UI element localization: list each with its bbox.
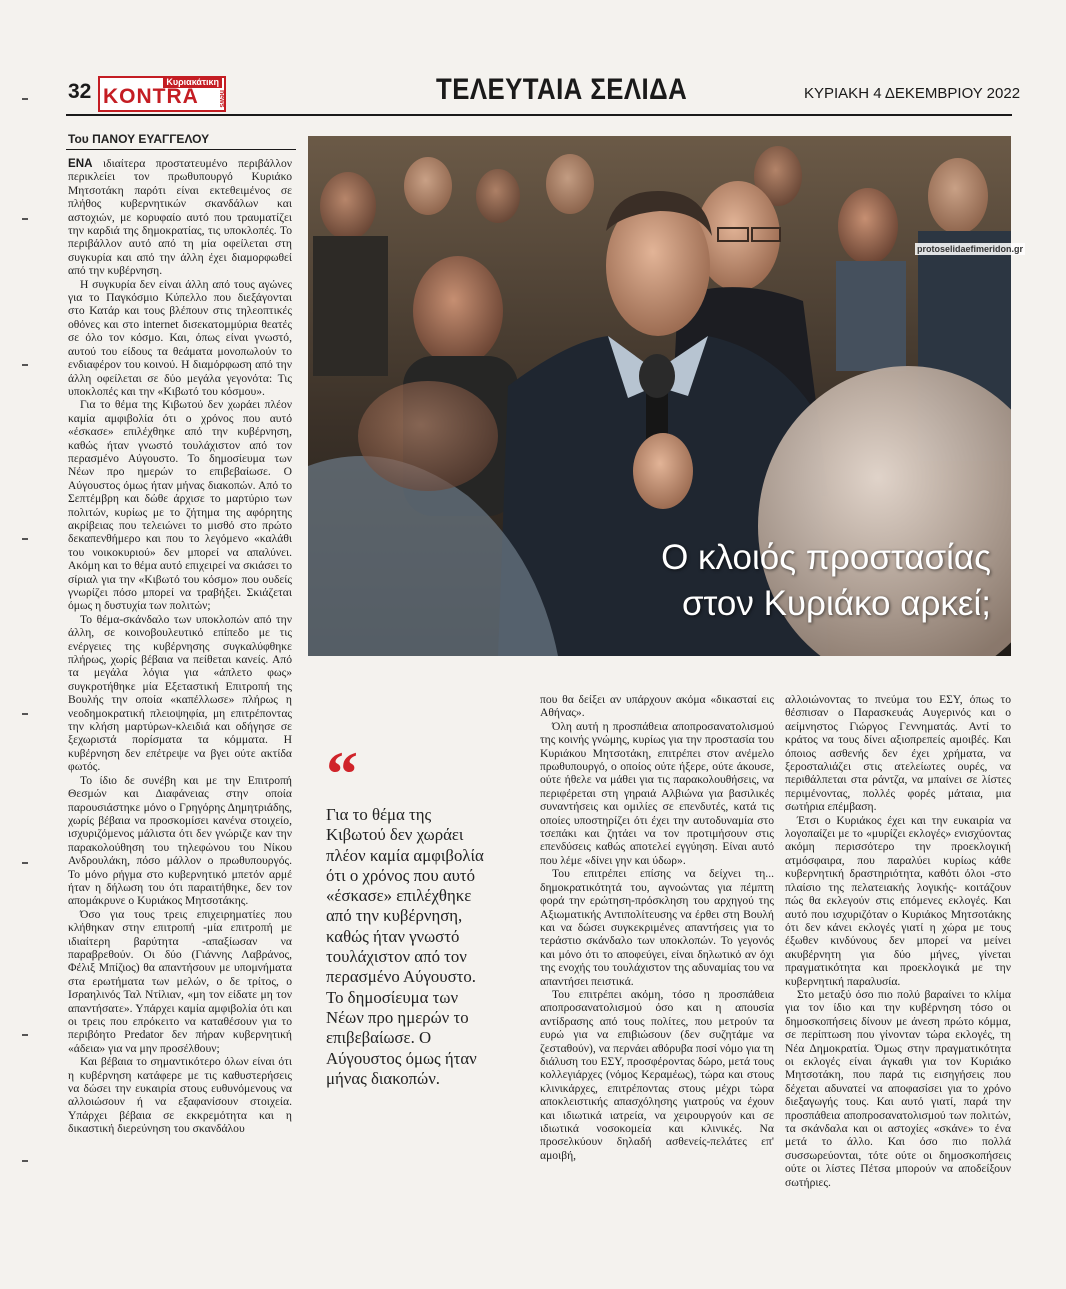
paragraph: αλλοιώνοντας το πνεύμα του ΕΣΥ, όπως το θέσπισαν ο Παρασκευάς Αυγερινός και ο αείμνηστος Γιώργος Γεννηματάς. Αντί το κράτος να τους δίνει αξιοπρεπείς αμοιβές. Και όποιος ασθενής δεν έχει χρήματα, να ξεροσταλιάζει στις ατελείωτες ουρές, να περιθάλπεται στα ράντζα, να μπαίνει σε λίστες περιμένοντας, πολλές φορές μάταια, μια σωτήρια επέμβαση. (785, 693, 1011, 814)
article-column-3 (785, 693, 1011, 1221)
scan-mark (22, 364, 28, 366)
logo-sub-label: news (218, 90, 225, 108)
paragraph-text: ιδιαίτερα προστατευμένο περιβάλλον περικλείει τον πρωθυπουργό Κυριάκο Μητσοτάκη παρότι είναι εκτεθειμένος σε πλήθος κυβερνητικών σκανδάλων και αστοχιών, με κορυφαίο αυτό που τραυματίζει την καρδιά της δημοκρατίας, τις υποκλοπές. Το περιβάλλον αυτό από τη μία οφείλεται στη συγκυρία και από την άλλη έχει διαμορφωθεί από την κυβέρνηση. (68, 157, 292, 278)
logo-super-label: Κυριακάτικη (163, 77, 222, 88)
scan-mark (22, 538, 28, 540)
byline: Του ΠΑΝΟΥ ΕΥΑΓΓΕΛΟΥ (68, 132, 210, 146)
scan-mark (22, 1160, 28, 1162)
byline-divider (66, 149, 296, 150)
issue-date: ΚΥΡΙΑΚΗ 4 ΔΕΚΕΜΒΡΙΟΥ 2022 (804, 85, 1021, 102)
paragraph: Του επιτρέπει ακόμη, τόσο η προσπάθεια αποπροσανατολισμού όσο και η απουσία αντίδρασης από τους πολίτες, που μετρούν τα ευρώ για να επιβιώσουν (δεν συζητάμε να ζεσταθούν), να περνάει αθόρυβα ποσί νόμο για τη διάλυση του ΕΣΥ, προσφέροντας δώρο, μετά τους κολλεγιάρχες (νόμος Κεραμέως), τώρα και στους κλινικάρχες, επιτρέποντας στους μέχρι τώρα αποκλειστικής απασχόλησης γιατρούς να έχουν και ιδιωτικά ιατρεία, να χειρουργούν και σε ιδιωτικά νοσοκομεία και κλινικές. Να προσελκύουν δηλαδή ασθενείς-πελάτες επ' αμοιβή, (540, 987, 774, 1162)
headline-line-1: Ο κλοιός προστασίας (661, 538, 991, 577)
article-column-2 (540, 693, 774, 1221)
paragraph: Του επιτρέπει επίσης να δείχνει τη... δημοκρατικότητά του, αγνοώντας για πέμπτη φορά την ερώτηση-πρόσκληση του αρχηγού της Αξιωματικής Αντιπολίτευσης να έρθει στη Βουλή και να δώσει συγκεκριμένες απαντήσεις για το τεράστιο σκάνδαλο των υποκλοπών. Το γεγονός και μόνο ότι το αποφεύγει, είναι δηλωτικό αν όχι της ενοχής του τουλάχιστον της αδυναμίας του να απαντήσει πειστικά. (540, 867, 774, 988)
source-watermark: protoselidaefimeridon.gr (917, 244, 1024, 254)
logo-wordmark: KONTRA (103, 85, 199, 108)
scan-mark (22, 713, 28, 715)
page-number: 32 (68, 80, 92, 103)
scan-mark (22, 1034, 28, 1036)
pull-quote: Για το θέμα της Κιβωτού δεν χωράει πλέον καμία αμφιβολία ότι ο χρόνος που αυτό «έσκασε» επιλέχθηκε από την κυβέρνηση, καθώς ήταν γνωστό τουλάχιστον από τον περασμένο Αύγουστο. Το δημοσίευμα των Νέων προ ημερών το επιβεβαίωσε. Ο Αύγουστος όμως ήταν μήνας διακοπών. (326, 805, 484, 1088)
paragraph: Όλη αυτή η προσπάθεια αποπροσανατολισμού της κοινής γνώμης, κυρίως για την προστασία του Κυριάκου Μητσοτάκη, επιτρέπει στον ανέμελο πρωθυπουργό, ο οποίος ούτε ήξερε, ούτε άκουσε, ούτε ήθελε να μάθει για τις παρακολουθήσεις, να περιφέρεται στη γηραιά Αλβιώνα για βασιλικές συναντήσεις και ομιλίες σε επενδυτές, κατά τις οποίες υποστηρίζει ότι έχει την αυτοδυναμία στο τσεπάκι και ζητάει να τον προτιμήσουν στις επενδύσεις καθώς αποτελεί εγγύηση. Είναι αυτό που λέμε «δίνει γην και ύδωρ». (540, 719, 774, 867)
paragraph: Και βέβαια το σημαντικότερο όλων είναι ότι η κυβέρνηση κατάφερε με τις καθυστερήσεις να δώσει την ευκαιρία στους ευθυνόμενους να αλλοιώσουν ή να εξαφανίσουν στοιχεία. Υπάρχει βέβαια σε εκκρεμότητα και η δικαστική διερεύνηση του σκανδάλου (68, 1055, 292, 1136)
paragraph: Η συγκυρία δεν είναι άλλη από τους αγώνες για το Παγκόσμιο Κύπελλο που διεξάγονται στο Κατάρ και τους βλέπουν στις τηλεοπτικές οθόνες και στο internet δισεκατομμύρια θεατές σε όλο τον κόσμο. Και, όπως είναι γνωστό, αυτού του είδους τα θεάματα μονοπωλούν το ενδιαφέρον του κοινού. Η διαμόρφωση από την άλλη οφείλεται σε δύο μεγάλα γεγονότα: Τις υποκλοπές και την «Κιβωτό του κόσμου». (68, 277, 292, 398)
paragraph (68, 157, 292, 278)
quote-mark-icon: “ (326, 738, 358, 809)
paragraph: Έτσι ο Κυριάκος έχει και την ευκαιρία να λογοπαίζει με το «μυρίζει εκλογές» ενισχύοντας ακόμη περισσότερο την προεκλογική ατμόσφαιρα, που παραλύει κυρίως κάθε κυβερνητική δραστηριότητα, καθότι όλοι -στο πλαίσιο της πελατειακής λογικής- κοιτάζουν πώς θα εκλεγούν στις επόμενες εκλογές. Και αυτό που ισχυριζόταν ο Κυριάκος Μητσοτάκης ότι δεν κάνει εκλογές γιατί η χώρα με τους έξωθεν κινδύνους δεν μπορεί να μείνει ακυβέρνητη για δύο μήνες, γίνεται πραγματικότητα και προεκλογικά με την κυβερνητική παραλυσία. (785, 813, 1011, 988)
section-title: ΤΕΛΕΥΤΑΙΑ ΣΕΛΙΔΑ (436, 73, 688, 106)
article-headline (661, 535, 991, 627)
paragraph: Όσο για τους τρεις επιχειρηματίες που κλήθηκαν στην επιτροπή -μία επιτροπή με ιδιαίτερη βαρύτητα -απαξίωσαν να παραβρεθούν. Οι δύο (Γιάννης Λαβράνος, Φέλιξ Μπίζιος) θα απαντήσουν με υπομνήματα στα ερωτήματα των μελών, ο δε τρίτος, ο Ισραηλινός Ταλ Ντίλιαν, «μη τον είδατε μη τον απαντήσατε». Υπάρχει καμία αμφιβολία ότι και οι τρεις που επρόκειτο να καταθέσουν για το περιβόητο Predator δεν πήραν κυβερνητική «άδεια» για να μην προσέλθουν; (68, 907, 292, 1055)
lead-word: ΕΝΑ (68, 157, 93, 170)
paragraph: Στο μεταξύ όσο πιο πολύ βαραίνει το κλίμα για τον ίδιο και την κυβέρνηση τόσο οι δημοσκοπήσεις δίνουν με άνεση πρώτο κόμμα, σε περίπτωση που γίνονταν τώρα εκλογές, τη Νέα Δημοκρατία. Όμως στην πραγματικότητα οι εκλογές είναι άγκαθι για τον Κυριάκο Μητσοτάκη, που παρά τις εισηγήσεις που δέχεται αδυνατεί να αποφασίσει για το χρόνο διεξαγωγής τους. Και αυτό γιατί, παρά την προσπάθεια αποπροσανατολισμού των πολιτών, τα σκάνδαλα και οι αστοχίες «σκάνε» το ένα μετά το άλλο. Και όσο πιο πολλά συσσωρεύονται, τότε ούτε οι δημοσκοπήσεις ούτε οι λίστες Πέτσα μπορούν να αποδείξουν σωτήριες. (785, 987, 1011, 1189)
scan-mark (22, 862, 28, 864)
article-column-1 (68, 157, 292, 1217)
article-photo (308, 136, 1011, 656)
newspaper-logo (98, 76, 226, 112)
paragraph: Για το θέμα της Κιβωτού δεν χωράει πλέον καμία αμφιβολία ότι ο χρόνος που αυτό «έσκασε» επιλέχθηκε από την κυβέρνηση, καθώς ήταν γνωστό τουλάχιστον από τον περασμένο Αύγουστο. Το δημοσίευμα των Νέων προ ημερών το επιβεβαίωσε. Ο Αύγουστος όμως ήταν μήνας διακοπών. Από το Σεπτέμβρη και δώθε άρχισε το μαρτύριο των πολιτών, κυρίως με το ζήτημα της αφόρητης ακρίβειας που τελειώνει το μισθό στο πρώτο δεκαπενθήμερο και που το λεγόμενο «καλάθι του νοικοκυριού» δεν μπορεί να απαλύνει. Ακόμη και το θέμα αυτό επιχειρεί να σκιάσει το σίριαλ για την «Κιβωτό του κόσμο» που ουδείς γνωρίζει πόσο μπορεί να τραβήξει. Σκιάζεται όμως η δυστυχία των πολιτών; (68, 398, 292, 613)
headline-line-2: στον Κυριάκο αρκεί; (681, 584, 991, 623)
paragraph: Το ίδιο δε συνέβη και με την Επιτροπή Θεσμών και Διαφάνειας στην οποία παρουσιάστηκε μόνο ο Γρηγόρης Δημητριάδης, χωρίς βέβαια να προσκομίσει κανένα στοιχείο, ισχυριζόμενος μάλιστα ότι δεν γνώριζε καν την παρακολούθηση του τηλεφώνου του Νίκου Ανδρουλάκη, πόσο μάλλον ο πρωθυπουργός. Το μόνο ρήγμα στο κυβερνητικό μπετόν αρμέ ήταν η δήλωση του ότι παραιτήθηκε, δεν τον απομάκρυνε ο Κυριάκος Μητσοτάκης. (68, 773, 292, 908)
paragraph: που θα δείξει αν υπάρχουν ακόμα «δικασταί εις Αθήνας». (540, 693, 774, 720)
scan-mark (22, 98, 28, 100)
paragraph: Το θέμα-σκάνδαλο των υποκλοπών από την άλλη, σε κοινοβουλευτικό επίπεδο με τις ενέργειες της κυβέρνησης συγκαλύφθηκε πλήρως, χωρίς βέβαια να πείθεται κανείς. Από τα μεγάλα λόγια για «άπλετο φως» συγκροτήθηκε μία Εξεταστική Επιτροπή της Βουλής την οποία «καπέλλωσε» πλήρως η νεοδημοκρατική πλειοψηφία, μη επιτρέποντας την κλήση μαρτύρων-κλειδιά και οδήγησε σε ξεχωριστά πορίσματα τα κόμματα. Η κυβέρνηση δεν επέτρεψε να βγει ούτε ακτίδα φωτός. (68, 612, 292, 774)
scan-mark (22, 218, 28, 220)
header-divider (66, 114, 1012, 116)
